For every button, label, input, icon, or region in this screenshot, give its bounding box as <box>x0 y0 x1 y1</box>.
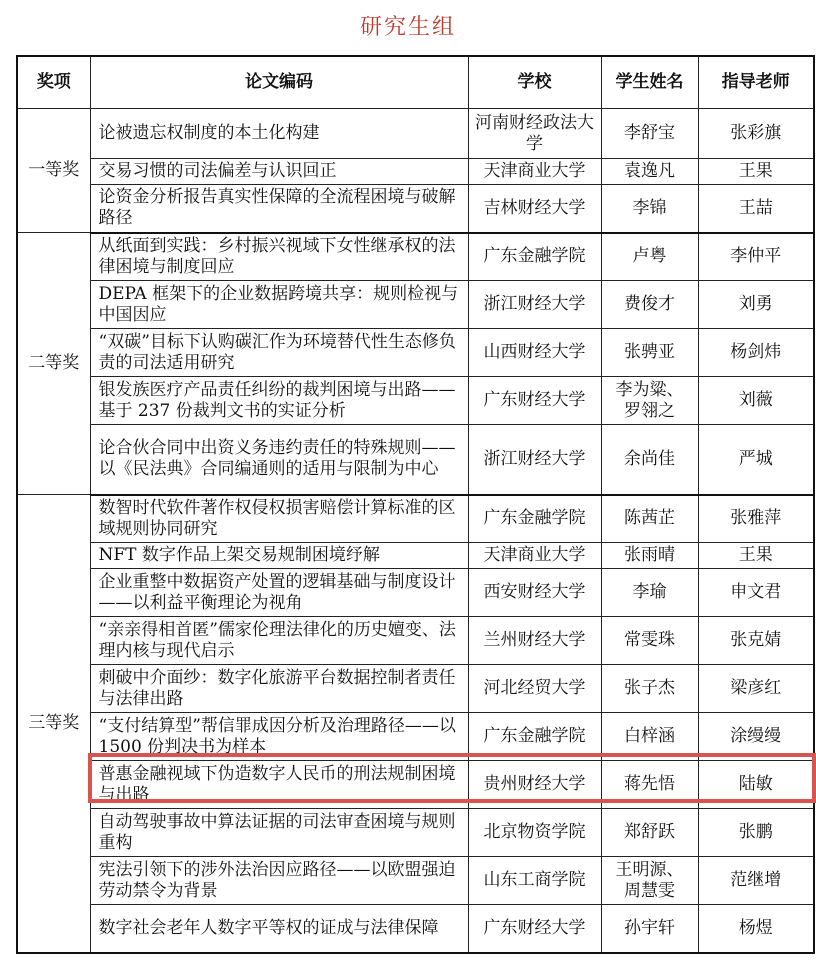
header-paper: 论文编码 <box>90 56 468 109</box>
school-cell: 贵州财经大学 <box>468 761 601 809</box>
school-cell: 广东金融学院 <box>468 233 601 281</box>
table-row <box>17 857 814 905</box>
paper-cell: 刺破中介面纱：数字化旅游平台数据控制者责任与法律出路 <box>90 665 468 713</box>
advisor-cell: 梁彦红 <box>698 665 814 713</box>
student-cell: 费俊才 <box>601 281 698 329</box>
school-cell: 天津商业大学 <box>468 543 601 569</box>
student-cell: 李舒宝 <box>601 109 698 159</box>
paper-cell: “亲亲得相首匿”儒家伦理法律化的历史嬗变、法理内核与现代启示 <box>90 617 468 665</box>
table-row <box>17 617 814 665</box>
paper-cell: “支付结算型”帮信罪成因分析及治理路径——以 1500 份判决书为样本 <box>90 713 468 761</box>
student-cell: 张雨晴 <box>601 543 698 569</box>
student-cell: 余尚佳 <box>601 425 698 495</box>
advisor-cell: 张克婧 <box>698 617 814 665</box>
advisor-cell: 王喆 <box>698 185 814 233</box>
paper-cell: “双碳”目标下认购碳汇作为环境替代性生态修负责的司法适用研究 <box>90 329 468 377</box>
paper-cell: NFT 数字作品上架交易规制困境纾解 <box>90 543 468 569</box>
advisor-cell: 刘薇 <box>698 377 814 425</box>
table-row <box>17 569 814 617</box>
table-row <box>17 713 814 761</box>
paper-cell: 企业重整中数据资产处置的逻辑基础与制度设计——以利益平衡理论为视角 <box>90 569 468 617</box>
advisor-cell: 刘勇 <box>698 281 814 329</box>
advisor-cell: 申文君 <box>698 569 814 617</box>
header-row <box>17 56 814 109</box>
school-cell: 山西财经大学 <box>468 329 601 377</box>
table-row <box>17 233 814 281</box>
table-row <box>17 185 814 233</box>
school-cell: 广东财经大学 <box>468 905 601 953</box>
paper-cell: 论合伙合同中出资义务违约责任的特殊规则——以《民法典》合同编通则的适用与限制为中心 <box>90 425 468 495</box>
student-cell: 常雯珠 <box>601 617 698 665</box>
advisor-cell: 张雅萍 <box>698 495 814 543</box>
student-cell: 袁逸凡 <box>601 159 698 185</box>
paper-cell: 数智时代软件著作权侵权损害赔偿计算标准的区域规则协同研究 <box>90 495 468 543</box>
table-row <box>17 281 814 329</box>
student-cell: 李锦 <box>601 185 698 233</box>
advisor-cell: 张鹏 <box>698 809 814 857</box>
student-cell: 王明源、周慧雯 <box>601 857 698 905</box>
header-student: 学生姓名 <box>601 56 698 109</box>
header-advisor: 指导老师 <box>698 56 814 109</box>
paper-cell: 银发族医疗产品责任纠纷的裁判困境与出路——基于 237 份裁判文书的实证分析 <box>90 377 468 425</box>
table-row <box>17 425 814 495</box>
school-cell: 山东工商学院 <box>468 857 601 905</box>
school-cell: 吉林财经大学 <box>468 185 601 233</box>
paper-cell: 交易习惯的司法偏差与认识回正 <box>90 159 468 185</box>
school-cell: 河北经贸大学 <box>468 665 601 713</box>
paper-cell: 论资金分析报告真实性保障的全流程困境与破解路径 <box>90 185 468 233</box>
student-cell: 郑舒跃 <box>601 809 698 857</box>
school-cell: 广东财经大学 <box>468 377 601 425</box>
table-row <box>17 665 814 713</box>
student-cell: 蒋先悟 <box>601 761 698 809</box>
paper-cell: 普惠金融视域下伪造数字人民币的刑法规制困境与出路 <box>90 761 468 809</box>
award-cell: 二等奖 <box>17 233 90 495</box>
award-cell: 一等奖 <box>17 109 90 233</box>
advisor-cell: 严城 <box>698 425 814 495</box>
student-cell: 张子杰 <box>601 665 698 713</box>
advisor-cell: 王果 <box>698 543 814 569</box>
awards-table <box>16 55 815 954</box>
student-cell: 孙宇轩 <box>601 905 698 953</box>
table-row <box>17 761 814 809</box>
advisor-cell: 杨剑炜 <box>698 329 814 377</box>
advisor-cell: 王果 <box>698 159 814 185</box>
table-row <box>17 109 814 159</box>
school-cell: 广东金融学院 <box>468 713 601 761</box>
advisor-cell: 涂缦缦 <box>698 713 814 761</box>
school-cell: 西安财经大学 <box>468 569 601 617</box>
table-row <box>17 495 814 543</box>
table-row <box>17 159 814 185</box>
school-cell: 天津商业大学 <box>468 159 601 185</box>
school-cell: 河南财经政法大学 <box>468 109 601 159</box>
paper-cell: 自动驾驶事故中算法证据的司法审查困境与规则重构 <box>90 809 468 857</box>
paper-cell: DEPA 框架下的企业数据跨境共享：规则检视与中国因应 <box>90 281 468 329</box>
paper-cell: 论被遗忘权制度的本土化构建 <box>90 109 468 159</box>
header-school: 学校 <box>468 56 601 109</box>
advisor-cell: 张彩旗 <box>698 109 814 159</box>
table-row <box>17 329 814 377</box>
school-cell: 浙江财经大学 <box>468 425 601 495</box>
paper-cell: 宪法引领下的涉外法治因应路径——以欧盟强迫劳动禁令为背景 <box>90 857 468 905</box>
student-cell: 李为粱、罗翎之 <box>601 377 698 425</box>
school-cell: 北京物资学院 <box>468 809 601 857</box>
table-row <box>17 905 814 953</box>
page-title: 研究生组 <box>359 15 456 40</box>
advisor-cell: 陆敏 <box>698 761 814 809</box>
student-cell: 李瑜 <box>601 569 698 617</box>
student-cell: 卢粤 <box>601 233 698 281</box>
advisor-cell: 李仲平 <box>698 233 814 281</box>
school-cell: 广东金融学院 <box>468 495 601 543</box>
table-row <box>17 543 814 569</box>
student-cell: 白梓涵 <box>601 713 698 761</box>
header-award: 奖项 <box>17 56 90 109</box>
paper-cell: 数字社会老年人数字平等权的证成与法律保障 <box>90 905 468 953</box>
advisor-cell: 杨煜 <box>698 905 814 953</box>
student-cell: 陈茜芷 <box>601 495 698 543</box>
table-body <box>17 109 814 953</box>
student-cell: 张骋亚 <box>601 329 698 377</box>
advisor-cell: 范继增 <box>698 857 814 905</box>
school-cell: 浙江财经大学 <box>468 281 601 329</box>
school-cell: 兰州财经大学 <box>468 617 601 665</box>
table-row <box>17 377 814 425</box>
award-cell: 三等奖 <box>17 495 90 953</box>
table-row <box>17 809 814 857</box>
paper-cell: 从纸面到实践：乡村振兴视域下女性继承权的法律困境与制度回应 <box>90 233 468 281</box>
